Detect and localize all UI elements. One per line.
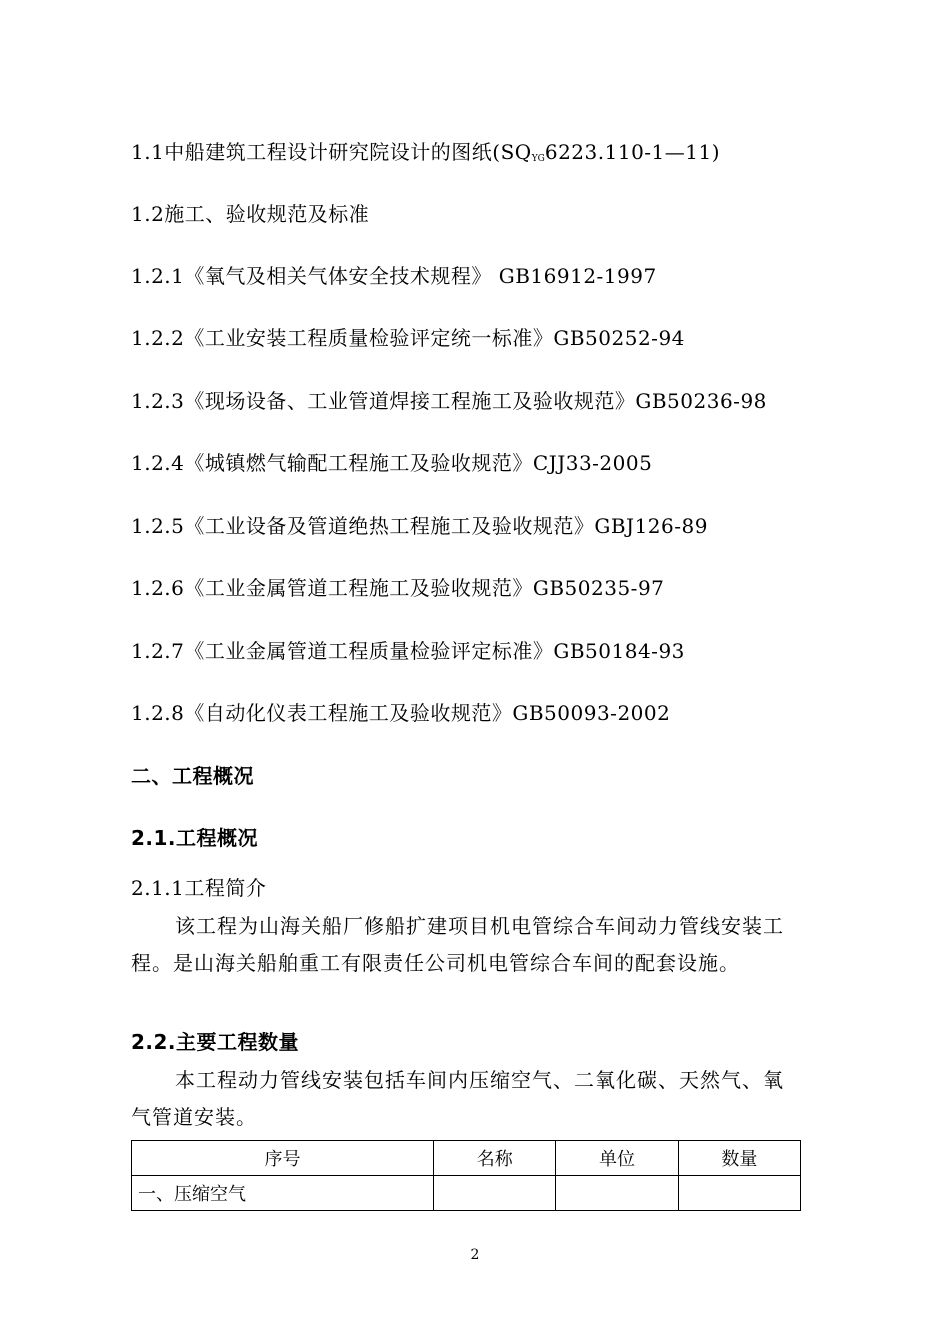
table-cell xyxy=(434,1176,556,1211)
header-quantity: 数量 xyxy=(678,1141,800,1176)
table-cell xyxy=(678,1176,800,1211)
ref-1-2-7: 1.2.7《工业金属管道工程质量检验评定标准》GB50184-93 xyxy=(131,639,685,663)
project-intro-paragraph: 该工程为山海关船厂修船扩建项目机电管综合车间动力管线安装工程。是山海关船舶重工有限责任公司机电管综合车间的配套设施。 xyxy=(131,914,784,975)
table-cell xyxy=(556,1176,678,1211)
ref-1-2-6: 1.2.6《工业金属管道工程施工及验收规范》GB50235-97 xyxy=(131,576,665,600)
ref-1-1: 1.1中船建筑工程设计研究院设计的图纸$(SQ_{YG}6223.110-1—11)$ xyxy=(131,140,721,164)
ref-1-2-5: 1.2.5《工业设备及管道绝热工程施工及验收规范》GBJ126-89 xyxy=(131,514,708,538)
header-name: 名称 xyxy=(434,1141,556,1176)
ref-1-2: 1.2施工、验收规范及标准 xyxy=(131,202,370,226)
quantity-table xyxy=(131,1140,801,1211)
section-2-1-heading: 2.1.工程概况 xyxy=(131,826,259,850)
ref-1-2-1: 1.2.1《氧气及相关气体安全技术规程》 GB16912-1997 xyxy=(131,264,657,288)
page-number: 2 xyxy=(470,1247,480,1263)
table-cell: 一、压缩空气 xyxy=(132,1176,434,1211)
table-header-row xyxy=(132,1141,801,1176)
section-2-2-heading: 2.2.主要工程数量 xyxy=(131,1030,300,1054)
section-2-1-1-heading: 2.1.1工程简介 xyxy=(131,876,267,900)
ref-1-2-2: 1.2.2《工业安装工程质量检验评定统一标准》GB50252-94 xyxy=(131,326,685,350)
header-index: 序号 xyxy=(132,1141,434,1176)
header-unit: 单位 xyxy=(556,1141,678,1176)
table-row xyxy=(132,1176,801,1211)
ref-1-2-8: 1.2.8《自动化仪表工程施工及验收规范》GB50093-2002 xyxy=(131,701,671,725)
quantity-paragraph: 本工程动力管线安装包括车间内压缩空气、二氧化碳、天然气、氧气管道安装。 xyxy=(131,1068,784,1129)
ref-1-2-3: 1.2.3《现场设备、工业管道焊接工程施工及验收规范》GB50236-98 xyxy=(131,389,767,413)
ref-1-2-4: 1.2.4《城镇燃气输配工程施工及验收规范》CJJ33-2005 xyxy=(131,451,653,475)
section-2-heading: 二、工程概况 xyxy=(131,764,254,788)
